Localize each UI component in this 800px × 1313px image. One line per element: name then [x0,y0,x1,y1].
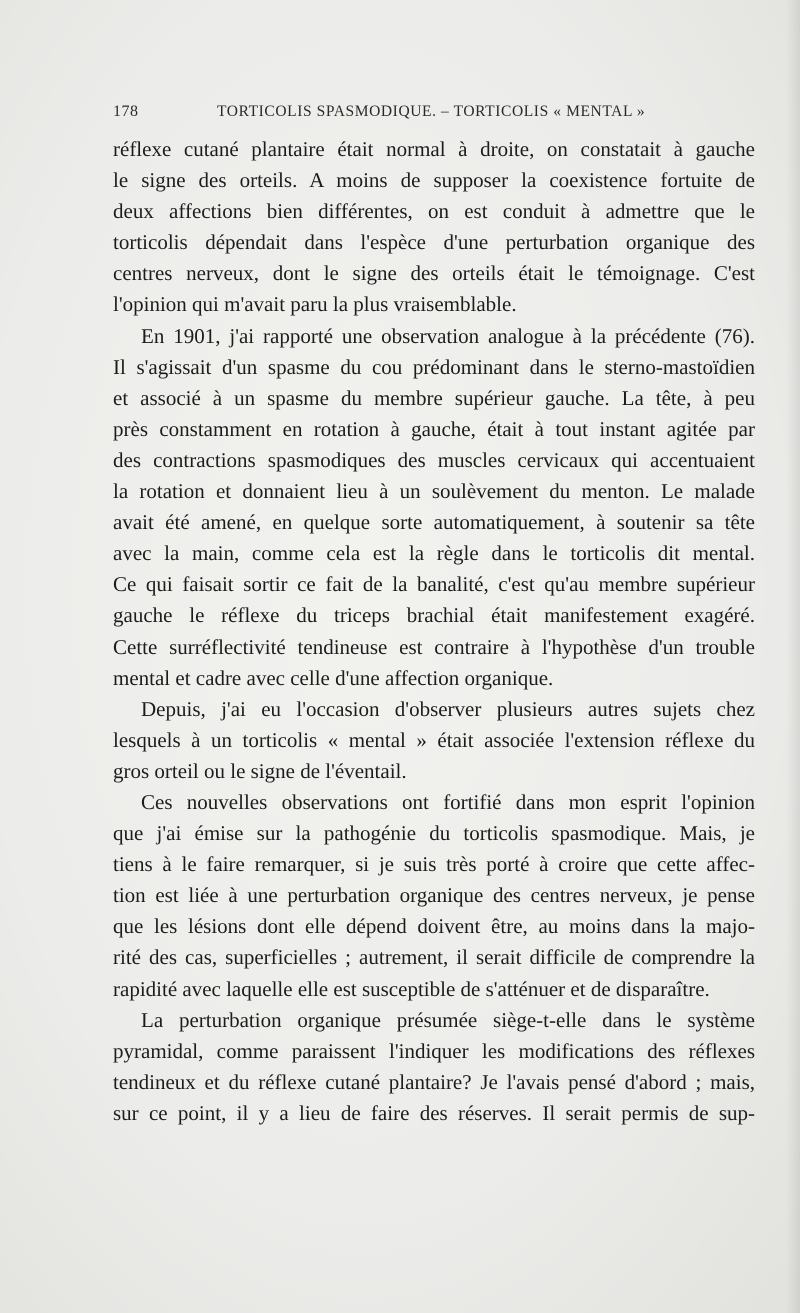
running-head: TORTICOLIS SPASMODIQUE. – TORTICOLIS « MENTAL » [217,103,646,120]
text-line: la rotation et donnaient lieu à un soulèvement du menton. Le malade [113,479,755,504]
text-line: réflexe cutané plantaire était normal à droite, on constatait à gauche [113,137,755,161]
text-line: que j'ai émise sur la pathogénie du torticolis spasmodique. Mais, je [113,821,755,846]
text-line: mental et cadre avec celle d'une affection organique. [113,665,554,690]
text-line: Cette surréflectivité tendineuse est contraire à l'hypothèse d'un trouble [113,634,755,659]
text-line: avec la main, comme cela est la règle dans le torticolis dit mental. [113,541,755,566]
text-line: tion est liée à une perturbation organique des centres nerveux, je pense [113,883,755,908]
text-line: l'opinion qui m'avait paru la plus vraisemblable. [113,292,517,317]
text-line: gauche le réflexe du triceps brachial était manifestement exagéré. [113,603,755,628]
text-line: deux affections bien différentes, on est conduit à admettre que le [113,199,755,224]
page-header [113,103,753,133]
text-line: rité des cas, superficielles ; autrement, il serait difficile de comprendre la [113,945,755,970]
text-line: et associé à un spasme du membre supérieur gauche. La tête, à peu [113,385,755,410]
text-line: que les lésions dont elle dépend doivent être, au moins dans la majo- [113,914,755,939]
text-line: tiens à le faire remarquer, si je suis très porté à croire que cette affec- [113,852,755,877]
text-line: lesquels à un torticolis « mental » était associée l'extension réflexe du [113,727,755,752]
text-line: La perturbation organique présumée siège-t-elle dans le système [141,1007,755,1032]
text-line: Depuis, j'ai eu l'occasion d'observer plusieurs autres sujets chez [141,696,755,721]
text-line: rapidité avec laquelle elle est susceptible de s'atténuer et de disparaître. [113,976,710,1001]
text-line: Il s'agissait d'un spasme du cou prédominant dans le sterno-mastoïdien [113,354,755,379]
text-line: des contractions spasmodiques des muscles cervicaux qui accentuaient [113,447,755,472]
text-line: En 1901, j'ai rapporté une observation analogue à la précédente (76). [141,323,755,348]
text-line: tendineux et du réflexe cutané plantaire? Je l'avais pensé d'abord ; mais, [113,1069,755,1094]
text-line: avait été amené, en quelque sorte automatiquement, à soutenir sa tête [113,510,755,535]
page-edge-shadow [786,0,800,1313]
text-line: près constamment en rotation à gauche, était à tout instant agitée par [113,416,755,441]
text-line: centres nerveux, dont le signe des orteils était le témoignage. C'est [113,261,755,286]
text-line: le signe des orteils. A moins de supposer la coexistence fortuite de [113,168,755,193]
text-line: torticolis dépendait dans l'espèce d'une perturbation organique des [113,230,755,255]
body-text [113,134,755,1129]
text-line: Ces nouvelles observations ont fortifié dans mon esprit l'opinion [141,789,755,814]
page-number: 178 [113,103,139,120]
text-line: pyramidal, comme paraissent l'indiquer les modifications des réflexes [113,1038,755,1063]
text-line: sur ce point, il y a lieu de faire des réserves. Il serait permis de sup- [113,1100,755,1125]
text-line: gros orteil ou le signe de l'éventail. [113,758,407,783]
text-line: Ce qui faisait sortir ce fait de la banalité, c'est qu'au membre supérieur [113,572,755,597]
